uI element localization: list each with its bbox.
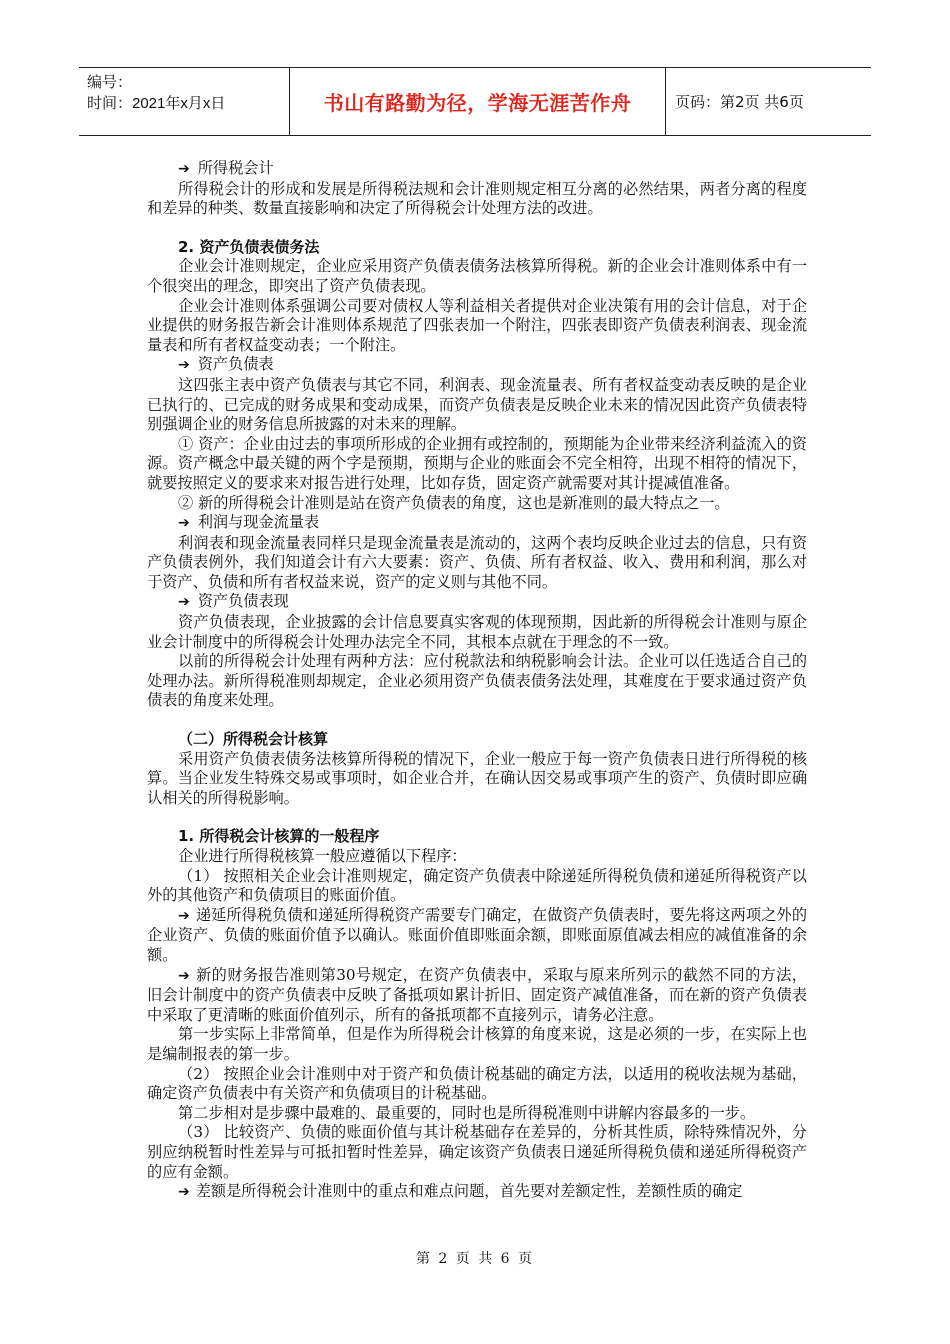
body-paragraph: 以前的所得税会计处理有两种方法：应付税款法和纳税影响会计法。企业可以任选适合自己的处理办法。新所得税准则却规定，企业必须用资产负债表债务法处理，其难度在于要求通过资产负债表的角度来处理。 [147,652,807,710]
body-paragraph: 企业进行所得税核算一般应遵循以下程序： [178,847,467,865]
arrow-paragraph [147,966,807,1026]
page-info-text: 页码：第2页 共6页 [675,93,804,111]
section-heading: （二）所得税会计核算 [178,730,329,749]
header-meta-cell [79,68,290,135]
right-arrow-icon: ➔ [178,594,190,611]
arrow-paragraph [147,1182,807,1203]
body-paragraph: （2） 按照企业会计准则中对于资产和负债计税基础的确定方法，以适用的税收法规为基础，确定资产负债表中有关资产和负债项目的计税基础。 [147,1064,807,1103]
page-footer: 第 2 页 共 6 页 [415,1251,535,1267]
bullet-heading-text: 资产负债表 [197,355,274,374]
right-arrow-icon: ➔ [178,907,190,924]
body-paragraph: 企业会计准则规定，企业应采用资产负债表债务法核算所得税。新的企业会计准则体系中有一个很突出的理念，即突出了资产负债表现。 [147,257,807,295]
body-paragraph: ① 资产：企业由过去的事项所形成的企业拥有或控制的，预期能为企业带来经济利益流入的资源。资产概念中最关键的两个字是预期，预期与企业的账面会不完全相符，出现不相符的情况下，就要按照定义的要求来对报告进行处理，比如存货，固定资产就需要对其计提减值准备。 [147,434,807,492]
bullet-heading [147,159,807,180]
body-paragraph: 第一步实际上非常简单，但是作为所得税会计核算的角度来说，这是必须的一步，在实际上也是编制报表的第一步。 [147,1025,807,1063]
document-body [147,159,807,1203]
bullet-heading [147,355,807,376]
document-number-label: 编号： [87,74,133,91]
bullet-heading [147,513,807,534]
header-page-cell [666,68,871,135]
body-paragraph: （3） 比较资产、负债的账面价值与其计税基础存在差异的，分析其性质，除特殊情况外，分别应纳税暂时性差异与可抵扣暂时性差异，确定该资产负债表日递延所得税负债和递延所得税资产的应有金额。 [147,1123,807,1181]
paragraph-text: 差额是所得税会计准则中的重点和难点问题，首先要对差额定性，差额性质的确定 [195,1182,743,1201]
header-table [79,67,871,136]
body-paragraph: ② 新的所得税会计准则是站在资产负债表的角度，这也是新准则的最大特点之一。 [178,493,730,512]
body-paragraph: （1） 按照相关企业会计准则规定，确定资产负债表中除递延所得税负债和递延所得税资产以外的其他资产和负债项目的账面价值。 [147,866,807,905]
arrow-paragraph [147,906,807,966]
bullet-heading-text: 所得税会计 [197,159,274,177]
body-paragraph: 这四张主表中资产负债表与其它不同，利润表、现金流量表、所有者权益变动表反映的是企业已执行的、已完成的财务成果和变动成果，而资产负债表是反映企业未来的情况因此资产负债表特别强调企业的财务信息所披露的对未来的理解。 [147,375,807,434]
paragraph-text: 递延所得税负债和递延所得税资产需要专门确定，在做资产负债表时，要先将这两项之外的企业资产、负债的账面价值予以确认。账面价值即账面余额，即账面原值减去相应的减值准备的余额。 [147,905,807,964]
document-date-label: 时间：2021年x月x日 [87,95,226,112]
right-arrow-icon: ➔ [178,967,190,984]
body-paragraph: 利润表和现金流量表同样只是现金流量表是流动的，这两个表均反映企业过去的信息，只有资产负债表例外，我们知道会计有六大要素：资产、负债、所有者权益、收入、费用和利润，那么对于资产、负债和所有者权益来说，资产的定义则与其他不同。 [147,533,807,591]
body-paragraph: 资产负债表现，企业披露的会计信息要真实客观的体现预期，因此新的所得税会计准则与原企业会计制度中的所得税会计处理办法完全不同，其根本点就在于理念的不一致。 [147,613,807,651]
right-arrow-icon: ➔ [178,357,190,374]
body-paragraph: 企业会计准则体系强调公司要对债权人等利益相关者提供对企业决策有用的会计信息，对于企业提供的财务报告新会计准则体系规范了四张表加一个附注，四张表即资产负债表利润表、现金流量表和所有者权益变动表；一个附注。 [147,296,807,354]
body-paragraph: 采用资产负债表债务法核算所得税的情况下，企业一般应于每一资产负债表日进行所得税的核算。当企业发生特殊交易或事项时，如企业合并，在确认因交易或事项产生的资产、负债时即应确认相关的所得税影响。 [147,749,807,807]
bullet-heading-text: 利润与现金流量表 [197,513,320,532]
motto-text: 书山有路勤为径，学海无涯苦作舟 [323,91,632,115]
bullet-heading-text: 资产负债表现 [197,592,289,611]
header-motto-cell [290,68,666,135]
body-paragraph: 第二步相对是步骤中最难的、最重要的，同时也是所得税准则中讲解内容最多的一步。 [178,1103,756,1122]
body-paragraph: 所得税会计的形成和发展是所得税法规和会计准则规定相互分离的必然结果，两者分离的程度和差异的种类、数量直接影响和决定了所得税会计处理方法的改进。 [147,179,807,218]
section-heading: 2. 资产负债表债务法 [178,237,320,256]
right-arrow-icon: ➔ [178,161,190,177]
bullet-heading [147,592,807,613]
right-arrow-icon: ➔ [178,515,190,532]
right-arrow-icon: ➔ [178,1184,190,1201]
section-heading: 1. 所得税会计核算的一般程序 [178,827,380,846]
paragraph-text: 新的财务报告准则第30号规定，在资产负债表中，采取与原来所列示的截然不同的方法，旧会计制度中的资产负债表中反映了备抵项如累计折旧、固定资产减值准备，而在新的资产负债表中采取了更清晰的账面价值列示，所有的备抵项都不直接列示，请务必注意。 [147,965,807,1024]
